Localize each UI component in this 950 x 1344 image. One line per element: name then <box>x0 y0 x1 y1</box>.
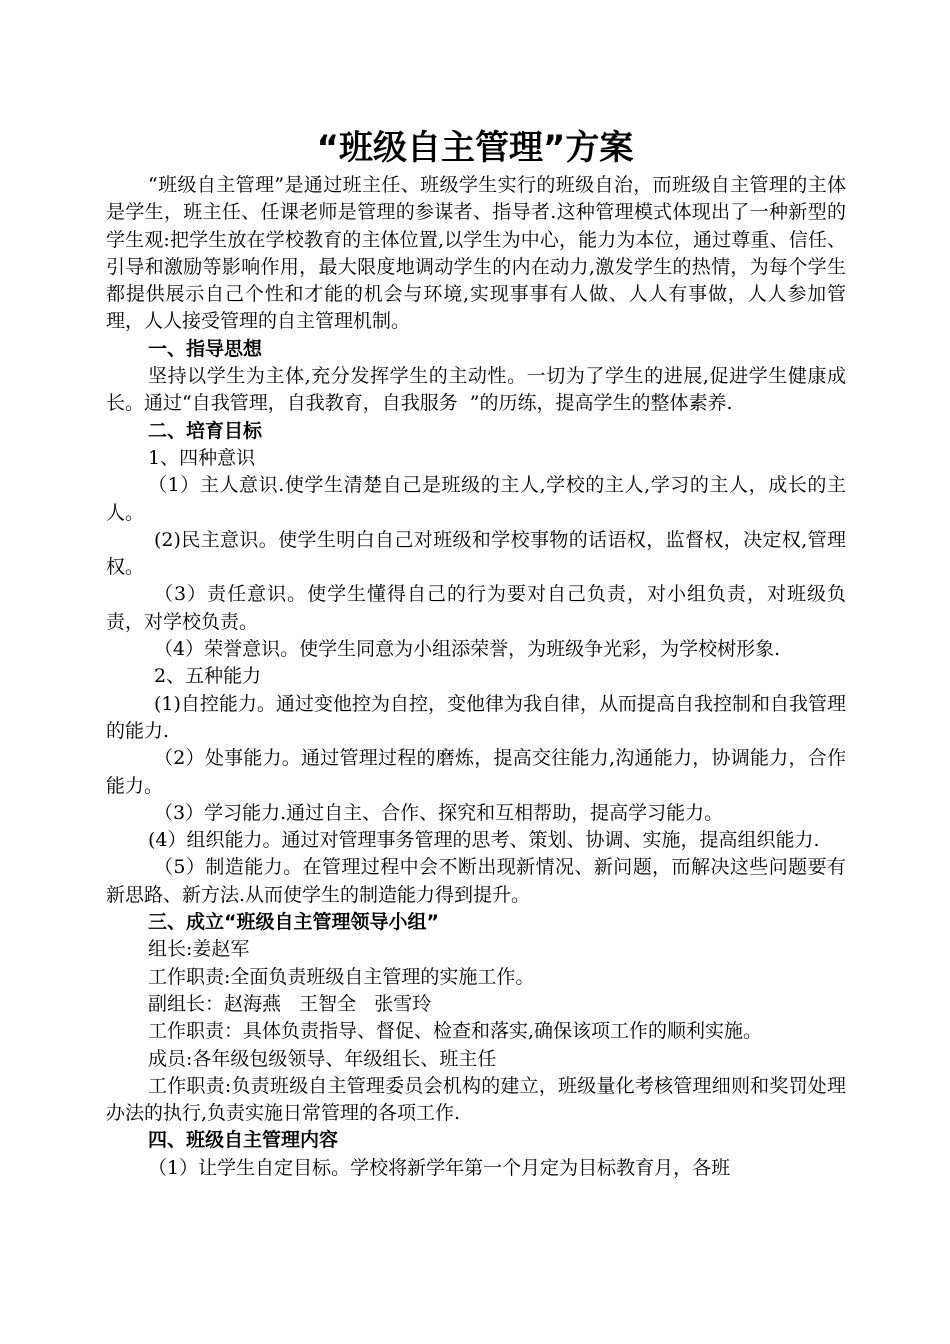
subsection-heading: 2、五种能力 <box>154 665 262 688</box>
list-item: (1)自控能力。通过变他控为自控，变他律为我自律，从而提高自我控制和自我管理的能力. <box>106 692 846 742</box>
document-title: “班级自主管理”方案 <box>316 128 634 168</box>
section-heading: 三、成立“班级自主管理领导小组” <box>148 911 439 934</box>
list-item: （3）学习能力.通过自主、合作、探究和互相帮助，提高学习能力。 <box>154 801 724 824</box>
body-paragraph: 工作职责：具体负责指导、督促、检查和落实,确保该项工作的顺利实施。 <box>148 1020 763 1043</box>
list-item: （4）荣誉意识。使学生同意为小组添荣誉，为班级争光彩，为学校树形象. <box>154 638 781 661</box>
section-heading: 四、班级自主管理内容 <box>148 1129 339 1152</box>
list-item: （2）处事能力。通过管理过程的磨炼，提高交往能力,沟通能力，协调能力，合作能力。 <box>106 747 846 797</box>
list-item: (2)民主意识。使学生明白自己对班级和学校事物的话语权，监督权，决定权,管理权。 <box>106 528 846 579</box>
body-paragraph: 工作职责:负责班级自主管理委员会机构的建立，班级量化考核管理细则和奖罚处理办法的执行,负责实施日常管理的各项工作. <box>106 1074 846 1125</box>
section-heading: 一、指导思想 <box>148 337 263 360</box>
body-paragraph: 组长:姜赵军 <box>148 938 250 961</box>
list-item: （5）制造能力。在管理过程中会不断出现新情况、新问题，而解决这些问题要有新思路、新方法.从而使学生的制造能力得到提升。 <box>106 856 846 906</box>
document-body <box>106 172 846 1182</box>
body-paragraph: 坚持以学生为主体,充分发挥学生的主动性。一切为了学生的进展,促进学生健康成长。通过“自我管理，自我教育，自我服务 ”的历练，提高学生的整体素养. <box>106 365 846 415</box>
subsection-heading: 1、四种意识 <box>148 446 256 469</box>
body-paragraph: 副组长：赵海燕 王智全 张雪玲 <box>148 992 432 1015</box>
intro-paragraph: “班级自主管理”是通过班主任、班级学生实行的班级自治，而班级自主管理的主体是学生，班主任、任课老师是管理的参谋者、指导者.这种管理模式体现出了一种新型的学生观:把学生放在学校教育的主体位置,以学生为中心，能力为本位，通过尊重、信任、引导和激励等影响作用，最大限度地调动学生的内在动力,激发学生的热情，为每个学生都提供展示自己个性和才能的机会与环境,实现事事有人做、人人有事做，人人参加管理，人人接受管理的自主管理机制。 <box>106 174 846 333</box>
section-heading: 二、培育目标 <box>148 419 263 442</box>
list-item: （1）主人意识.使学生清楚自己是班级的主人,学校的主人,学习的主人，成长的主人。 <box>106 474 846 524</box>
list-item: （3）责任意识。使学生懂得自己的行为要对自己负责，对小组负责，对班级负责，对学校负责。 <box>106 583 846 633</box>
list-item: （1）让学生自定目标。学校将新学年第一个月定为目标教育月，各班 <box>148 1156 731 1179</box>
body-paragraph: 工作职责:全面负责班级自主管理的实施工作。 <box>148 965 535 988</box>
body-paragraph: 成员:各年级包级领导、年级组长、班主任 <box>148 1047 497 1070</box>
list-item: (4）组织能力。通过对管理事务管理的思考、策划、协调、实施，提高组织能力. <box>148 829 820 852</box>
